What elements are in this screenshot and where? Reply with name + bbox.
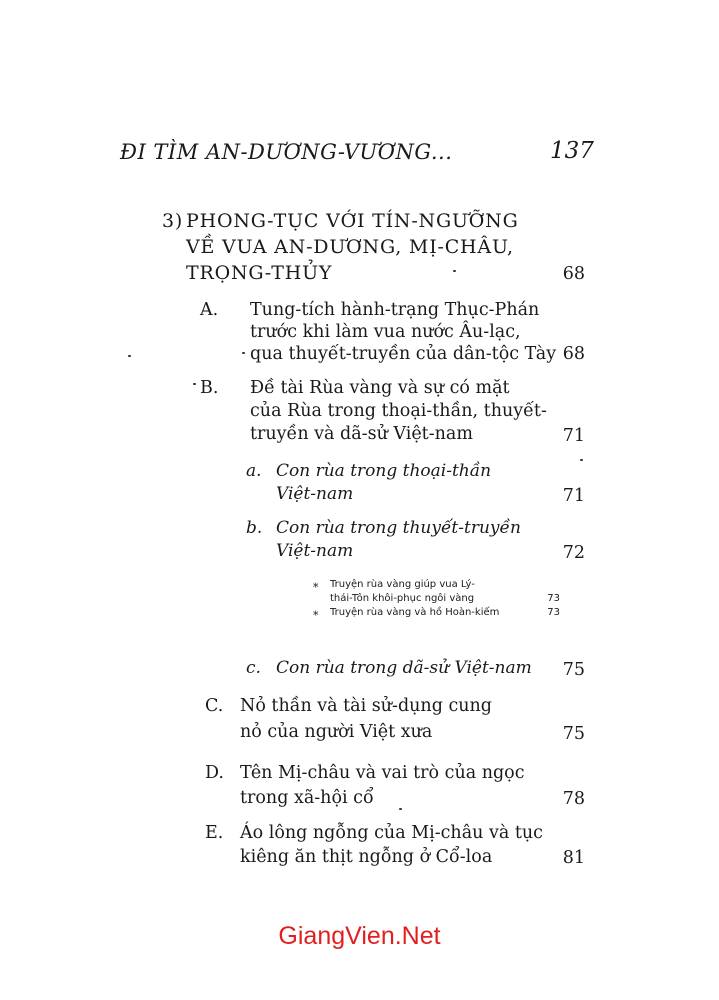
toc-page-ref: 71 bbox=[562, 426, 585, 446]
page-number: 137 bbox=[550, 138, 594, 164]
toc-entry-line: Đề tài Rùa vàng và sự có mặt bbox=[250, 378, 510, 398]
watermark: GiangVien.Net bbox=[278, 922, 441, 950]
toc-page-ref: 72 bbox=[562, 543, 585, 563]
scan-speck bbox=[453, 270, 456, 272]
toc-entry-line: Áo lông ngỗng của Mị-châu và tục bbox=[240, 823, 543, 843]
section-title-line3: TRỌNG-THỦY bbox=[186, 262, 333, 284]
toc-page-ref: 75 bbox=[562, 724, 585, 744]
toc-subentry-line: Việt-nam bbox=[276, 484, 354, 504]
running-header-title: ĐI TÌM AN-DƯƠNG-VƯƠNG... bbox=[120, 140, 453, 164]
toc-item-line: Truyện rùa vàng và hồ Hoàn-kiếm bbox=[330, 607, 500, 618]
scan-speck bbox=[128, 355, 131, 357]
toc-page-ref: 75 bbox=[562, 660, 585, 680]
toc-page-ref: 78 bbox=[562, 789, 585, 809]
bullet-star: * bbox=[313, 609, 319, 622]
toc-page-ref: 68 bbox=[562, 344, 585, 364]
toc-entry-line: Nỏ thần và tài sử-dụng cung bbox=[240, 696, 492, 716]
bullet-star: * bbox=[313, 581, 319, 594]
toc-entry-line: của Rùa trong thoại-thần, thuyết- bbox=[250, 401, 547, 421]
toc-entry-label: D. bbox=[205, 763, 224, 783]
section-number: 3) bbox=[162, 210, 184, 232]
toc-entry-line: trước khi làm vua nước Âu-lạc, bbox=[250, 322, 521, 342]
toc-item-line: Truyện rùa vàng giúp vua Lý- bbox=[330, 579, 475, 590]
toc-page-ref: 71 bbox=[562, 486, 585, 506]
section-title-line2: VỀ VUA AN-DƯƠNG, MỊ-CHÂU, bbox=[186, 236, 514, 258]
toc-subentry-label: a. bbox=[246, 461, 262, 481]
toc-entry-line: nỏ của người Việt xưa bbox=[240, 722, 433, 742]
toc-page-ref: 73 bbox=[547, 607, 560, 618]
toc-entry-label: A. bbox=[200, 300, 219, 320]
toc-entry-line: trong xã-hội cổ bbox=[240, 788, 374, 808]
toc-entry-label: B. bbox=[200, 378, 219, 398]
toc-subentry-line: Việt-nam bbox=[276, 541, 354, 561]
toc-subentry-label: b. bbox=[246, 518, 263, 538]
toc-page-ref: 68 bbox=[562, 264, 585, 284]
toc-item-line: thái-Tôn khôi-phục ngôi vàng bbox=[330, 593, 475, 604]
toc-subentry-label: c. bbox=[246, 658, 261, 678]
toc-subentry-line: Con rùa trong thuyết-truyền bbox=[276, 518, 521, 538]
toc-page-ref: 73 bbox=[547, 593, 560, 604]
toc-entry-label: E. bbox=[205, 823, 224, 843]
toc-entry-line: Tên Mị-châu và vai trò của ngọc bbox=[240, 763, 525, 783]
toc-entry-line: Tung-tích hành-trạng Thục-Phán bbox=[250, 300, 540, 320]
toc-subentry-line: Con rùa trong dã-sử Việt-nam bbox=[276, 658, 532, 678]
scan-speck bbox=[242, 352, 245, 354]
scan-speck bbox=[193, 383, 196, 385]
section-title-line1: PHONG-TỤC VỚI TÍN-NGƯỠNG bbox=[186, 210, 519, 232]
toc-entry-line: truyền và dã-sử Việt-nam bbox=[250, 424, 473, 444]
toc-page-ref: 81 bbox=[562, 848, 585, 868]
scan-speck bbox=[580, 459, 583, 461]
scan-speck bbox=[399, 808, 402, 810]
toc-subentry-line: Con rùa trong thoại-thần bbox=[276, 461, 492, 481]
toc-entry-label: C. bbox=[205, 696, 224, 716]
toc-entry-line: qua thuyết-truyền của dân-tộc Tày bbox=[250, 344, 557, 364]
toc-entry-line: kiêng ăn thịt ngỗng ở Cổ-loa bbox=[240, 847, 493, 867]
